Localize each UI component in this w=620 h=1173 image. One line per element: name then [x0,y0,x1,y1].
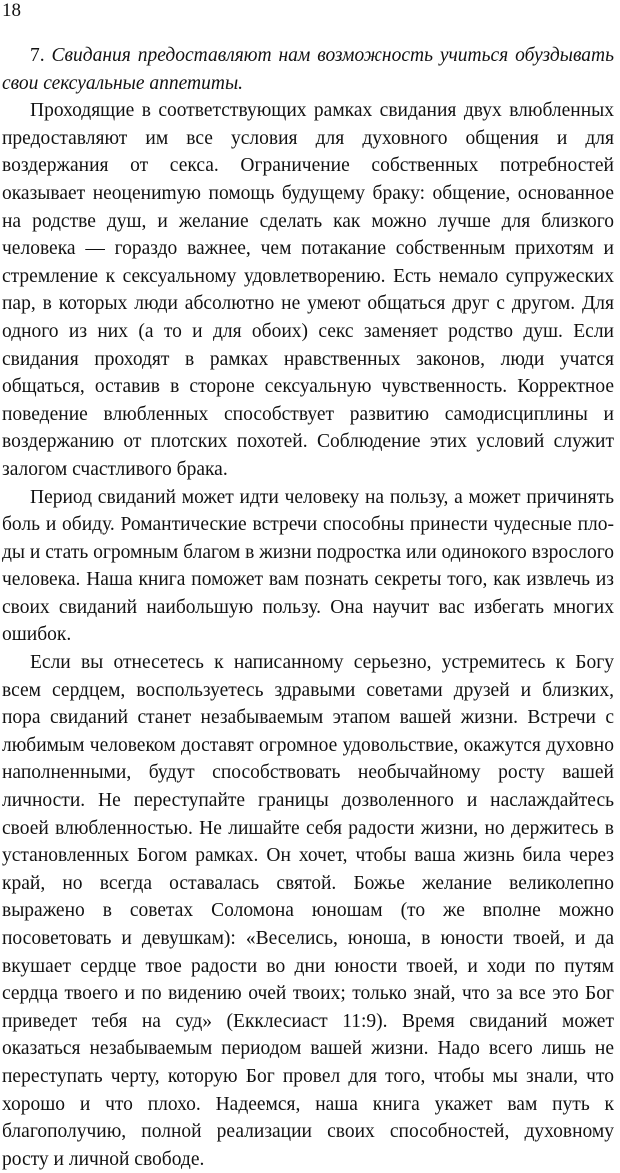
page-body [2,42,614,1173]
section-number: 7. [30,45,45,66]
paragraph: Проходящие в соответствующих рамках свидания двух влюбленных предоставляют им все условия для духовного общения и для воздержания от секса. Ограничение собственных потребностей оказывает неоцениmую помощь будущему браку: общение, основанное на родстве душ, и желание сделать как можно лучше для близкого человека — гораздо важнее, чем потакание собственным прихотям и стремление к сексуальному удовлетворению. Есть немало супружеских пар, в которых люди абсолютно не умеют общаться друг с другом. Для одного из них (а то и для обоих) секс заменяет родство душ. Если свидания проходят в рамках нравственных законов, люди учатся общаться, оставив в стороне сексуальную чувственность. Корректное поведение влюбленных способствует развитию самодисциплины и воздержанию от плотских похотей. Соблюдение этих условий служит залогом счастливого брака. [2,100,614,480]
section-title: Свидания предоставляют нам возможность учиться обуздывать свои сексуальные аппетиты. [2,45,614,94]
section-heading [2,42,614,97]
page-number: 18 [2,0,21,21]
paragraph: Если вы отнесетесь к написанному серьезно, устремитесь к Богу всем сердцем, воспользуетесь здравыми советами друзей и близких, пора свиданий станет незабываемым этапом вашей жизни. Встречи с любимым человеком доставят огромное удовольствие, окажутся духовно наполненными, будут способствовать необычайному росту вашей личности. Не переступайте границы дозволенного и наслаждайтесь своей влюбленностью. Не лишайте себя радости жизни, но держитесь в установленных Богом рамках. Он хочет, чтобы ваша жизнь била через край, но всегда оставалась святой. Божье желание великолепно выражено в советах Соломона юношам (то же вполне можно посоветовать и девушкам): «Веселись, юноша, в юности твоей, и да вкушает сердце твое радости во дни юности твоей, и ходи по путям сердца твоего и по видению очей твоих; только знай, что за все это Бог приведет тебя на суд» (Екклесиаст 11:9). Время свиданий может оказаться незабываемым периодом вашей жизни. Надо всего лишь не переступать черту, которую Бог провел для того, чтобы мы знали, что хорошо и что плохо. Надеемся, наша книга укажет вам путь к благополучию, полной реализации своих способностей, духовному росту и личной свободе. [2,652,614,1170]
paragraph: Период свиданий может идти человеку на пользу, а может причинять боль и обиду. Романтические встречи способны принести чудесные плоды и стать огромным благом в жизни подростка или одинокого взрослого человека. Наша книга поможет вам познать секреты того, как извлечь из своих свиданий наибольшую пользу. Она научит вас избегать многих ошибок. [2,486,614,646]
